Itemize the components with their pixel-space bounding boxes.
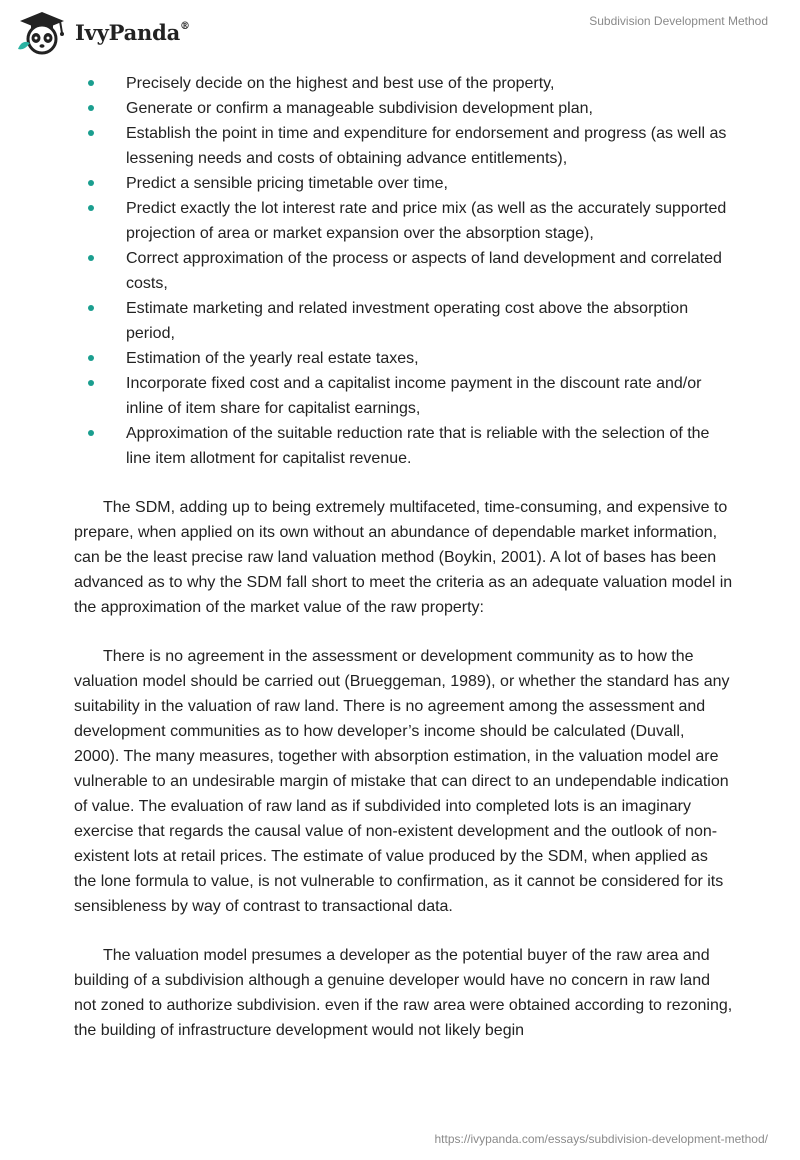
paragraph: The SDM, adding up to being extremely multifaceted, time-consuming, and expensive to prepare, when applied on its own without an abundance of dependable market information, can be the least precise raw land valuation method (Boykin, 2001). A lot of bases has been advanced as to why the SDM fall short to meet the criteria as an adequate valuation model in the approximation of the market value of the raw property: bbox=[74, 499, 733, 616]
list-item: Estimate marketing and related investment operating cost above the absorption period, bbox=[74, 296, 734, 346]
list-item: Incorporate fixed cost and a capitalist income payment in the discount rate and/or inline of item share for capitalist earnings, bbox=[74, 371, 734, 421]
bullet-icon bbox=[88, 180, 94, 186]
list-item: Precisely decide on the highest and best use of the property, bbox=[74, 71, 734, 96]
list-item: Estimation of the yearly real estate taxes, bbox=[74, 346, 734, 371]
page-header bbox=[0, 0, 800, 64]
list-item: Correct approximation of the process or aspects of land development and correlated costs, bbox=[74, 246, 734, 296]
paragraph: The valuation model presumes a developer as the potential buyer of the raw area and building of a subdivision although a genuine developer would have no concern in raw land not zoned to authorize subdivision. even if the raw area were obtained according to rezoning, the building of infrastructure development would not likely begin bbox=[74, 947, 733, 1039]
paragraph: There is no agreement in the assessment or development community as to how the valuation model should be carried out (Brueggeman, 1989), or whether the standard has any suitability in the valuation of raw land. There is no agreement among the assessment and development communities as to how developer’s income should be calculated (Duvall, 2000). The many measures, together with absorption estimation, in the valuation model are vulnerable to an undesirable margin of mistake that can direct to an undependable indication of value. The evaluation of raw land as if subdivided into completed lots is an imaginary exercise that regards the causal value of non-existent development and the outlook of non-existent lots at retail prices. The estimate of value produced by the SDM, when applied as the lone formula to value, is not vulnerable to confirmation, as it cannot be considered for its sensibleness by way of contrast to transactional data. bbox=[74, 648, 730, 915]
source-url[interactable]: https://ivypanda.com/essays/subdivision-development-method/ bbox=[434, 1132, 768, 1146]
bullet-icon bbox=[88, 380, 94, 386]
ivypanda-logo[interactable] bbox=[14, 9, 190, 55]
document-title: Subdivision Development Method bbox=[589, 14, 768, 28]
essay-content bbox=[74, 71, 734, 1043]
bullet-list bbox=[74, 71, 734, 471]
bullet-icon bbox=[88, 80, 94, 86]
list-item: Predict exactly the lot interest rate and price mix (as well as the accurately supported projection of area or market expansion over the absorption stage), bbox=[74, 196, 734, 246]
list-item: Predict a sensible pricing timetable over time, bbox=[74, 171, 734, 196]
bullet-icon bbox=[88, 105, 94, 111]
bullet-icon bbox=[88, 355, 94, 361]
bullet-icon bbox=[88, 430, 94, 436]
bullet-icon bbox=[88, 255, 94, 261]
bullet-icon bbox=[88, 305, 94, 311]
list-item: Establish the point in time and expenditure for endorsement and progress (as well as lessening needs and costs of obtaining advance entitlements), bbox=[74, 121, 734, 171]
bullet-icon bbox=[88, 130, 94, 136]
bullet-icon bbox=[88, 205, 94, 211]
list-item: Generate or confirm a manageable subdivision development plan, bbox=[74, 96, 734, 121]
panda-graduate-icon bbox=[14, 9, 70, 55]
brand-name: IvyPanda® bbox=[75, 19, 190, 45]
list-item: Approximation of the suitable reduction rate that is reliable with the selection of the line item allotment for capitalist revenue. bbox=[74, 421, 734, 471]
